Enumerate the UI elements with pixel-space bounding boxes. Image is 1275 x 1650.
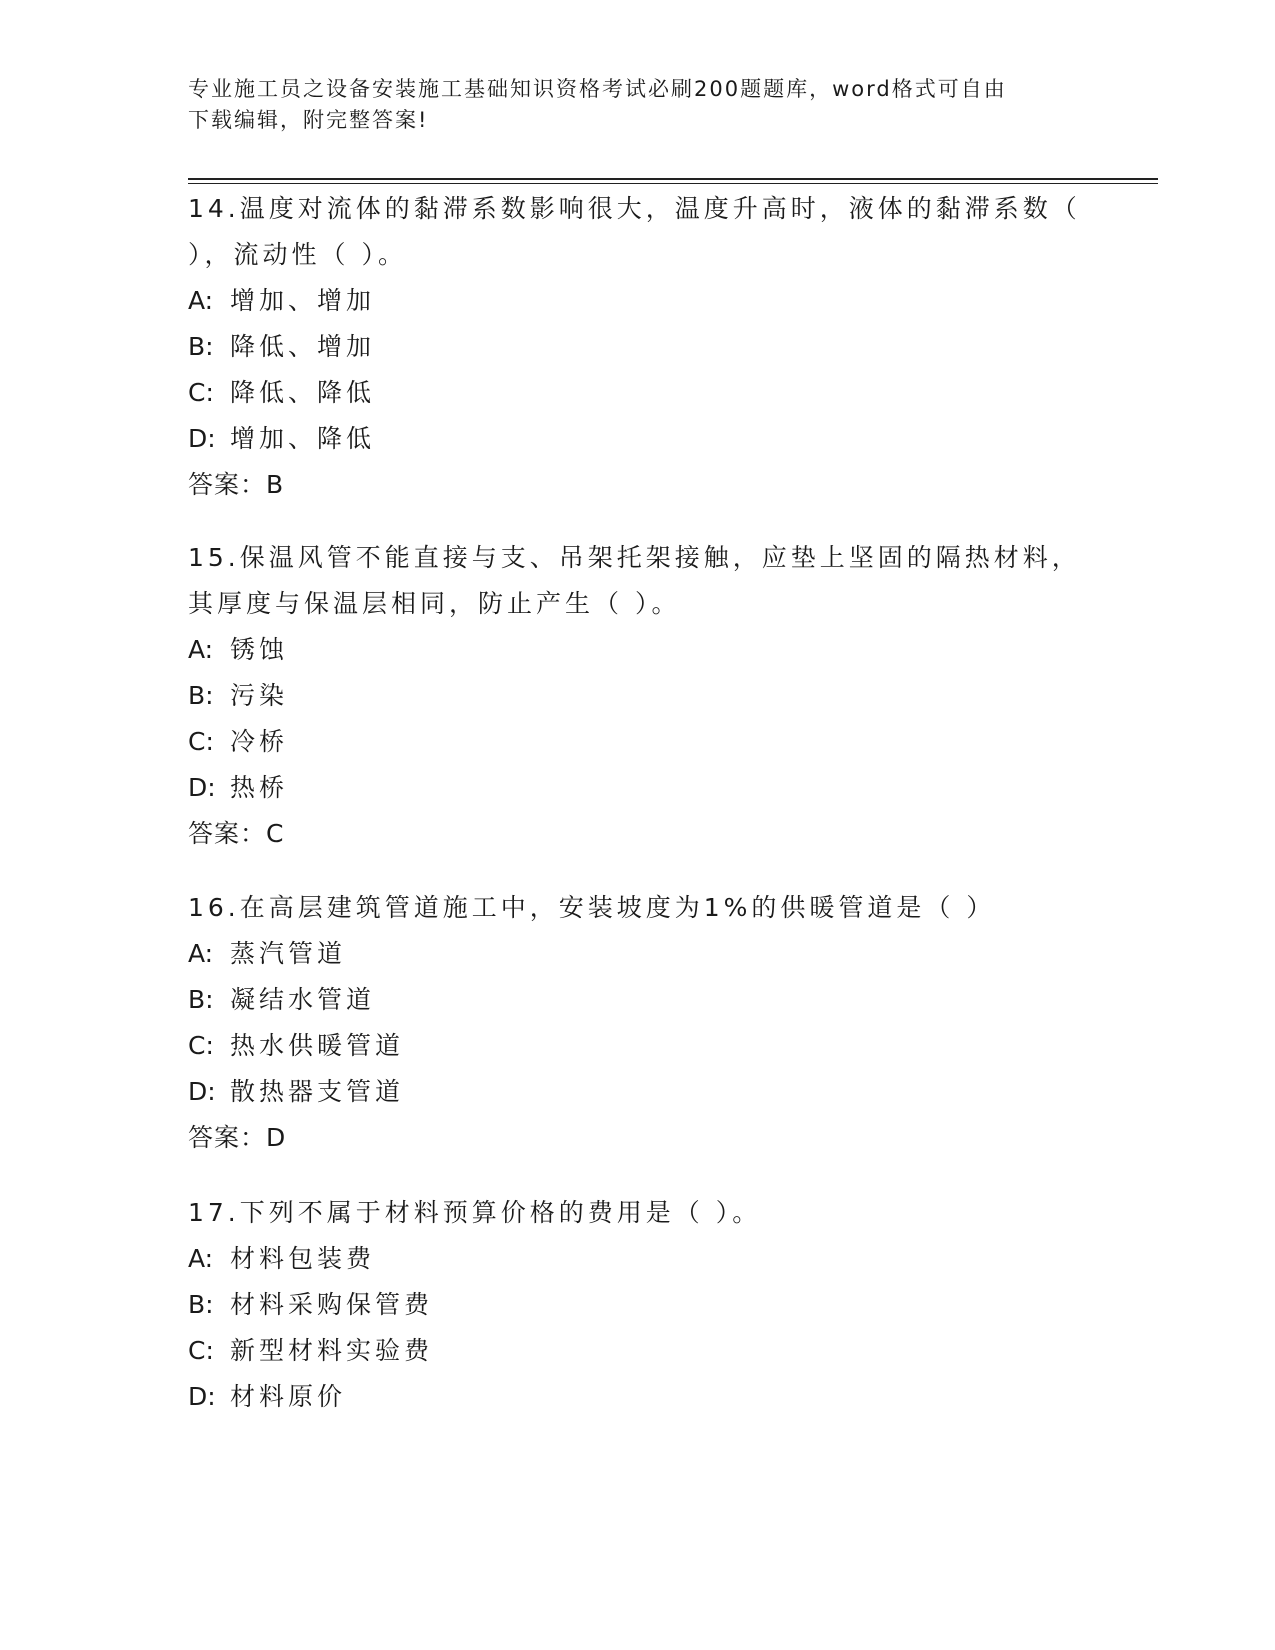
option-text: 凝结水管道: [230, 985, 376, 1014]
option-c: [188, 1023, 1088, 1069]
option-c: [188, 370, 1088, 416]
option-letter: A:: [188, 1244, 214, 1273]
option-letter: D:: [188, 424, 216, 453]
option-letter: C:: [188, 727, 214, 756]
option-letter: B:: [188, 1290, 214, 1319]
option-text: 材料原价: [230, 1382, 347, 1411]
question-stem-line: 17.下列不属于材料预算价格的费用是（ ）。: [188, 1198, 762, 1227]
option-text: 热水供暖管道: [230, 1031, 405, 1060]
option-letter: D:: [188, 1382, 216, 1411]
option-letter: C:: [188, 1031, 214, 1060]
option-text: 增加、增加: [230, 286, 376, 315]
question-stem-line: 其厚度与保温层相同，防止产生（ ）。: [188, 589, 681, 618]
option-d: [188, 1374, 1088, 1420]
question-14: [188, 186, 1088, 508]
question-stem-line: 16.在高层建筑管道施工中，安装坡度为1%的供暖管道是（ ）: [188, 893, 996, 922]
option-a: [188, 627, 1088, 673]
option-text: 污染: [230, 681, 289, 710]
question-15: [188, 535, 1088, 857]
option-text: 降低、降低: [230, 378, 376, 407]
answer-line: 答案：D: [188, 1123, 287, 1152]
option-letter: A:: [188, 286, 214, 315]
option-d: [188, 416, 1088, 462]
option-c: [188, 719, 1088, 765]
option-letter: A:: [188, 635, 214, 664]
option-text: 材料包装费: [230, 1244, 376, 1273]
option-a: [188, 278, 1088, 324]
option-text: 锈蚀: [230, 635, 289, 664]
option-d: [188, 1069, 1088, 1115]
option-b: [188, 977, 1088, 1023]
header-line-1: 专业施工员之设备安装施工基础知识资格考试必刷200题题库，word格式可自由: [188, 77, 1007, 101]
option-b: [188, 324, 1088, 370]
header-line-2: 下载编辑，附完整答案!: [188, 108, 429, 132]
option-letter: D:: [188, 773, 216, 802]
answer-line: 答案：C: [188, 819, 285, 848]
option-a: [188, 1236, 1088, 1282]
option-text: 蒸汽管道: [230, 939, 347, 968]
header-rule-thin: [188, 183, 1158, 184]
option-a: [188, 931, 1088, 977]
option-letter: C:: [188, 378, 214, 407]
option-text: 材料采购保管费: [230, 1290, 434, 1319]
question-stem-line: 14.温度对流体的黏滞系数影响很大，温度升高时，液体的黏滞系数（: [188, 194, 1081, 223]
question-16: [188, 885, 1088, 1161]
option-letter: B:: [188, 985, 214, 1014]
document-header: [188, 74, 1068, 136]
option-letter: B:: [188, 332, 214, 361]
option-letter: D:: [188, 1077, 216, 1106]
question-stem-line: ），流动性（ ）。: [188, 240, 407, 269]
question-17: [188, 1190, 1088, 1420]
header-rule-thick: [188, 178, 1158, 180]
answer-line: 答案：B: [188, 470, 285, 499]
option-letter: A:: [188, 939, 214, 968]
option-text: 新型材料实验费: [230, 1336, 434, 1365]
option-text: 增加、降低: [230, 424, 376, 453]
option-text: 热桥: [230, 773, 289, 802]
option-b: [188, 1282, 1088, 1328]
option-text: 降低、增加: [230, 332, 376, 361]
option-b: [188, 673, 1088, 719]
option-c: [188, 1328, 1088, 1374]
option-letter: B:: [188, 681, 214, 710]
option-letter: C:: [188, 1336, 214, 1365]
question-stem-line: 15.保温风管不能直接与支、吊架托架接触，应垫上坚固的隔热材料，: [188, 543, 1081, 572]
option-text: 冷桥: [230, 727, 289, 756]
option-text: 散热器支管道: [230, 1077, 405, 1106]
option-d: [188, 765, 1088, 811]
